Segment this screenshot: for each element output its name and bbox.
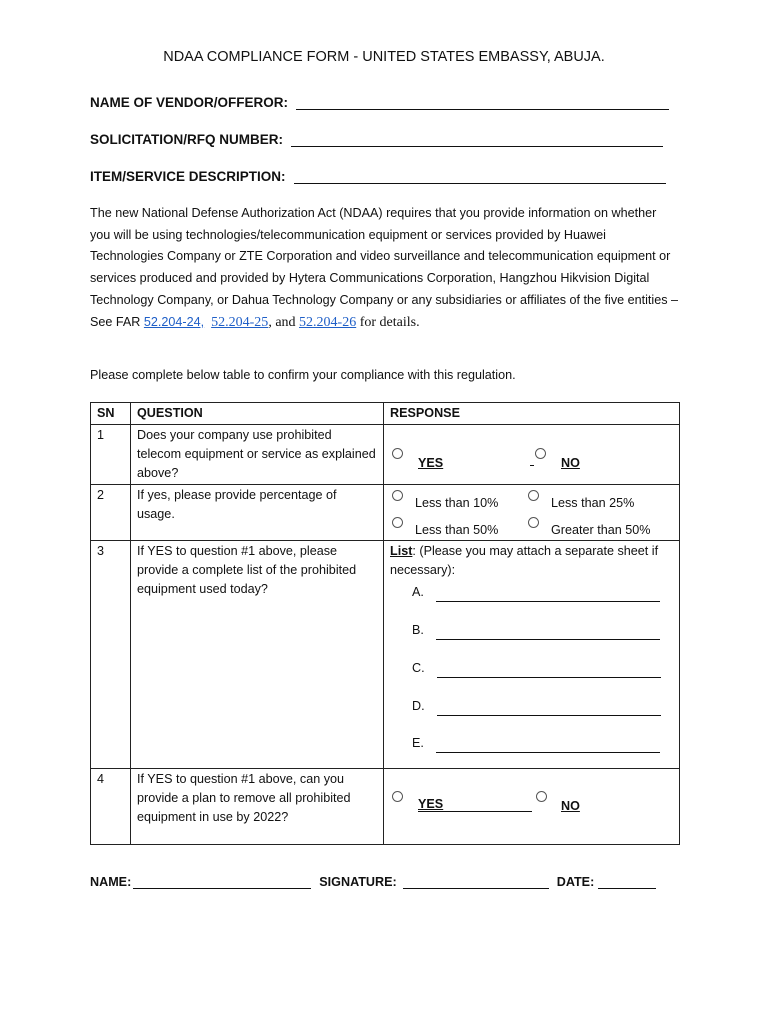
q2-option-label: Less than 10% — [415, 496, 499, 510]
q1-no-label: NO — [561, 456, 580, 470]
compliance-table — [90, 402, 680, 845]
q1-underline-mark — [530, 453, 534, 466]
q4-response — [384, 769, 680, 845]
row-sn: 3 — [91, 541, 131, 769]
footer-date-label: DATE: — [556, 875, 595, 889]
list-item-letter: E. — [412, 736, 424, 750]
q4-no-label: NO — [561, 799, 580, 813]
q2-response — [384, 485, 680, 541]
list-label: List — [390, 544, 413, 558]
row-question: If yes, please provide percentage of usage. — [131, 485, 384, 541]
list-item[interactable] — [412, 583, 660, 602]
list-item-line[interactable] — [436, 629, 660, 640]
q4-yes-label: YES — [418, 797, 444, 811]
q3-response — [384, 541, 680, 769]
list-item-line[interactable] — [437, 667, 661, 678]
far-52-204-24-link[interactable]: 52.204-24, — [143, 314, 205, 329]
q2-option-radio[interactable] — [392, 490, 403, 501]
list-item-line[interactable] — [437, 705, 661, 716]
vendor-name-label: NAME OF VENDOR/OFFEROR: — [90, 95, 288, 110]
list-item[interactable] — [412, 697, 661, 716]
row-sn: 1 — [91, 425, 131, 485]
intro-end: for details. — [356, 314, 420, 330]
list-note: : (Please you may attach a separate sheet if necessary): — [390, 544, 659, 577]
row-sn: 2 — [91, 485, 131, 541]
instruction-text: Please complete below table to confirm your compliance with this regulation. — [90, 368, 516, 382]
row-question: If YES to question #1 above, can you provide a plan to remove all prohibited equipment in use by 2022? — [131, 769, 384, 845]
q4-yes-line — [418, 797, 532, 812]
q3-list-instructions — [390, 542, 673, 580]
solicitation-number-label: SOLICITATION/RFQ NUMBER: — [90, 132, 283, 147]
table-row — [91, 541, 680, 769]
header-sn: SN — [91, 403, 131, 425]
footer-signature-line[interactable] — [403, 878, 549, 889]
q2-option-radio[interactable] — [528, 517, 539, 528]
far-52-204-26-link[interactable]: 52.204-26 — [299, 314, 357, 330]
header-question: QUESTION — [131, 403, 384, 425]
header-response: RESPONSE — [384, 403, 680, 425]
item-description-field[interactable] — [90, 169, 666, 184]
table-row — [91, 425, 680, 485]
intro-text: The new National Defense Authorization Act (NDAA) requires that you provide information on whether you will be using technologies/telecommunication equipment or services provided by Huawei Technologies Company or ZTE Corporation and video surveillance and telecommunication equipment or services produced and provided by Hytera Communications Corporation, Hangzhou Hikvision Digital Technology Company, or Dahua Technology Company or any subsidiaries or affiliates of the five entities – See FAR — [90, 206, 679, 329]
row-question: If YES to question #1 above, please provide a complete list of the prohibited equipment used today? — [131, 541, 384, 769]
footer-signature-label: SIGNATURE: — [319, 875, 397, 889]
form-title: NDAA COMPLIANCE FORM - UNITED STATES EMBASSY, ABUJA. — [163, 49, 605, 65]
list-item[interactable] — [412, 734, 660, 753]
item-description-label: ITEM/SERVICE DESCRIPTION: — [90, 169, 286, 184]
row-sn: 4 — [91, 769, 131, 845]
table-row — [91, 769, 680, 845]
vendor-name-field[interactable] — [90, 95, 669, 110]
intro-and: , and — [268, 314, 296, 330]
solicitation-number-field[interactable] — [90, 132, 663, 147]
intro-paragraph — [90, 203, 680, 333]
signature-footer — [90, 875, 664, 889]
row-question: Does your company use prohibited telecom equipment or service as explained above? — [131, 425, 384, 485]
item-description-line[interactable] — [294, 171, 666, 184]
vendor-name-line[interactable] — [296, 97, 669, 110]
list-item[interactable] — [412, 621, 660, 640]
list-item-line[interactable] — [436, 742, 660, 753]
q2-option-radio[interactable] — [528, 490, 539, 501]
list-item[interactable] — [412, 659, 661, 678]
solicitation-number-line[interactable] — [291, 134, 663, 147]
table-row — [91, 485, 680, 541]
q1-yes-label: YES — [418, 456, 444, 470]
far-52-204-25-link[interactable]: 52.204-25 — [211, 314, 269, 330]
q2-option-label: Greater than 50% — [551, 523, 651, 537]
q1-yes-radio[interactable] — [392, 448, 403, 459]
q2-option-radio[interactable] — [392, 517, 403, 528]
q4-no-radio[interactable] — [536, 791, 547, 802]
list-item-letter: B. — [412, 623, 424, 637]
q1-no-radio[interactable] — [535, 448, 546, 459]
q4-yes-radio[interactable] — [392, 791, 403, 802]
list-item-letter: A. — [412, 585, 424, 599]
footer-name-line[interactable] — [133, 878, 311, 889]
footer-date-line[interactable] — [598, 878, 656, 889]
list-item-line[interactable] — [436, 591, 660, 602]
q2-option-label: Less than 50% — [415, 523, 499, 537]
list-item-letter: D. — [412, 699, 425, 713]
list-item-letter: C. — [412, 661, 425, 675]
q2-option-label: Less than 25% — [551, 496, 635, 510]
q1-response — [384, 425, 680, 485]
footer-name-label: NAME: — [90, 875, 132, 889]
